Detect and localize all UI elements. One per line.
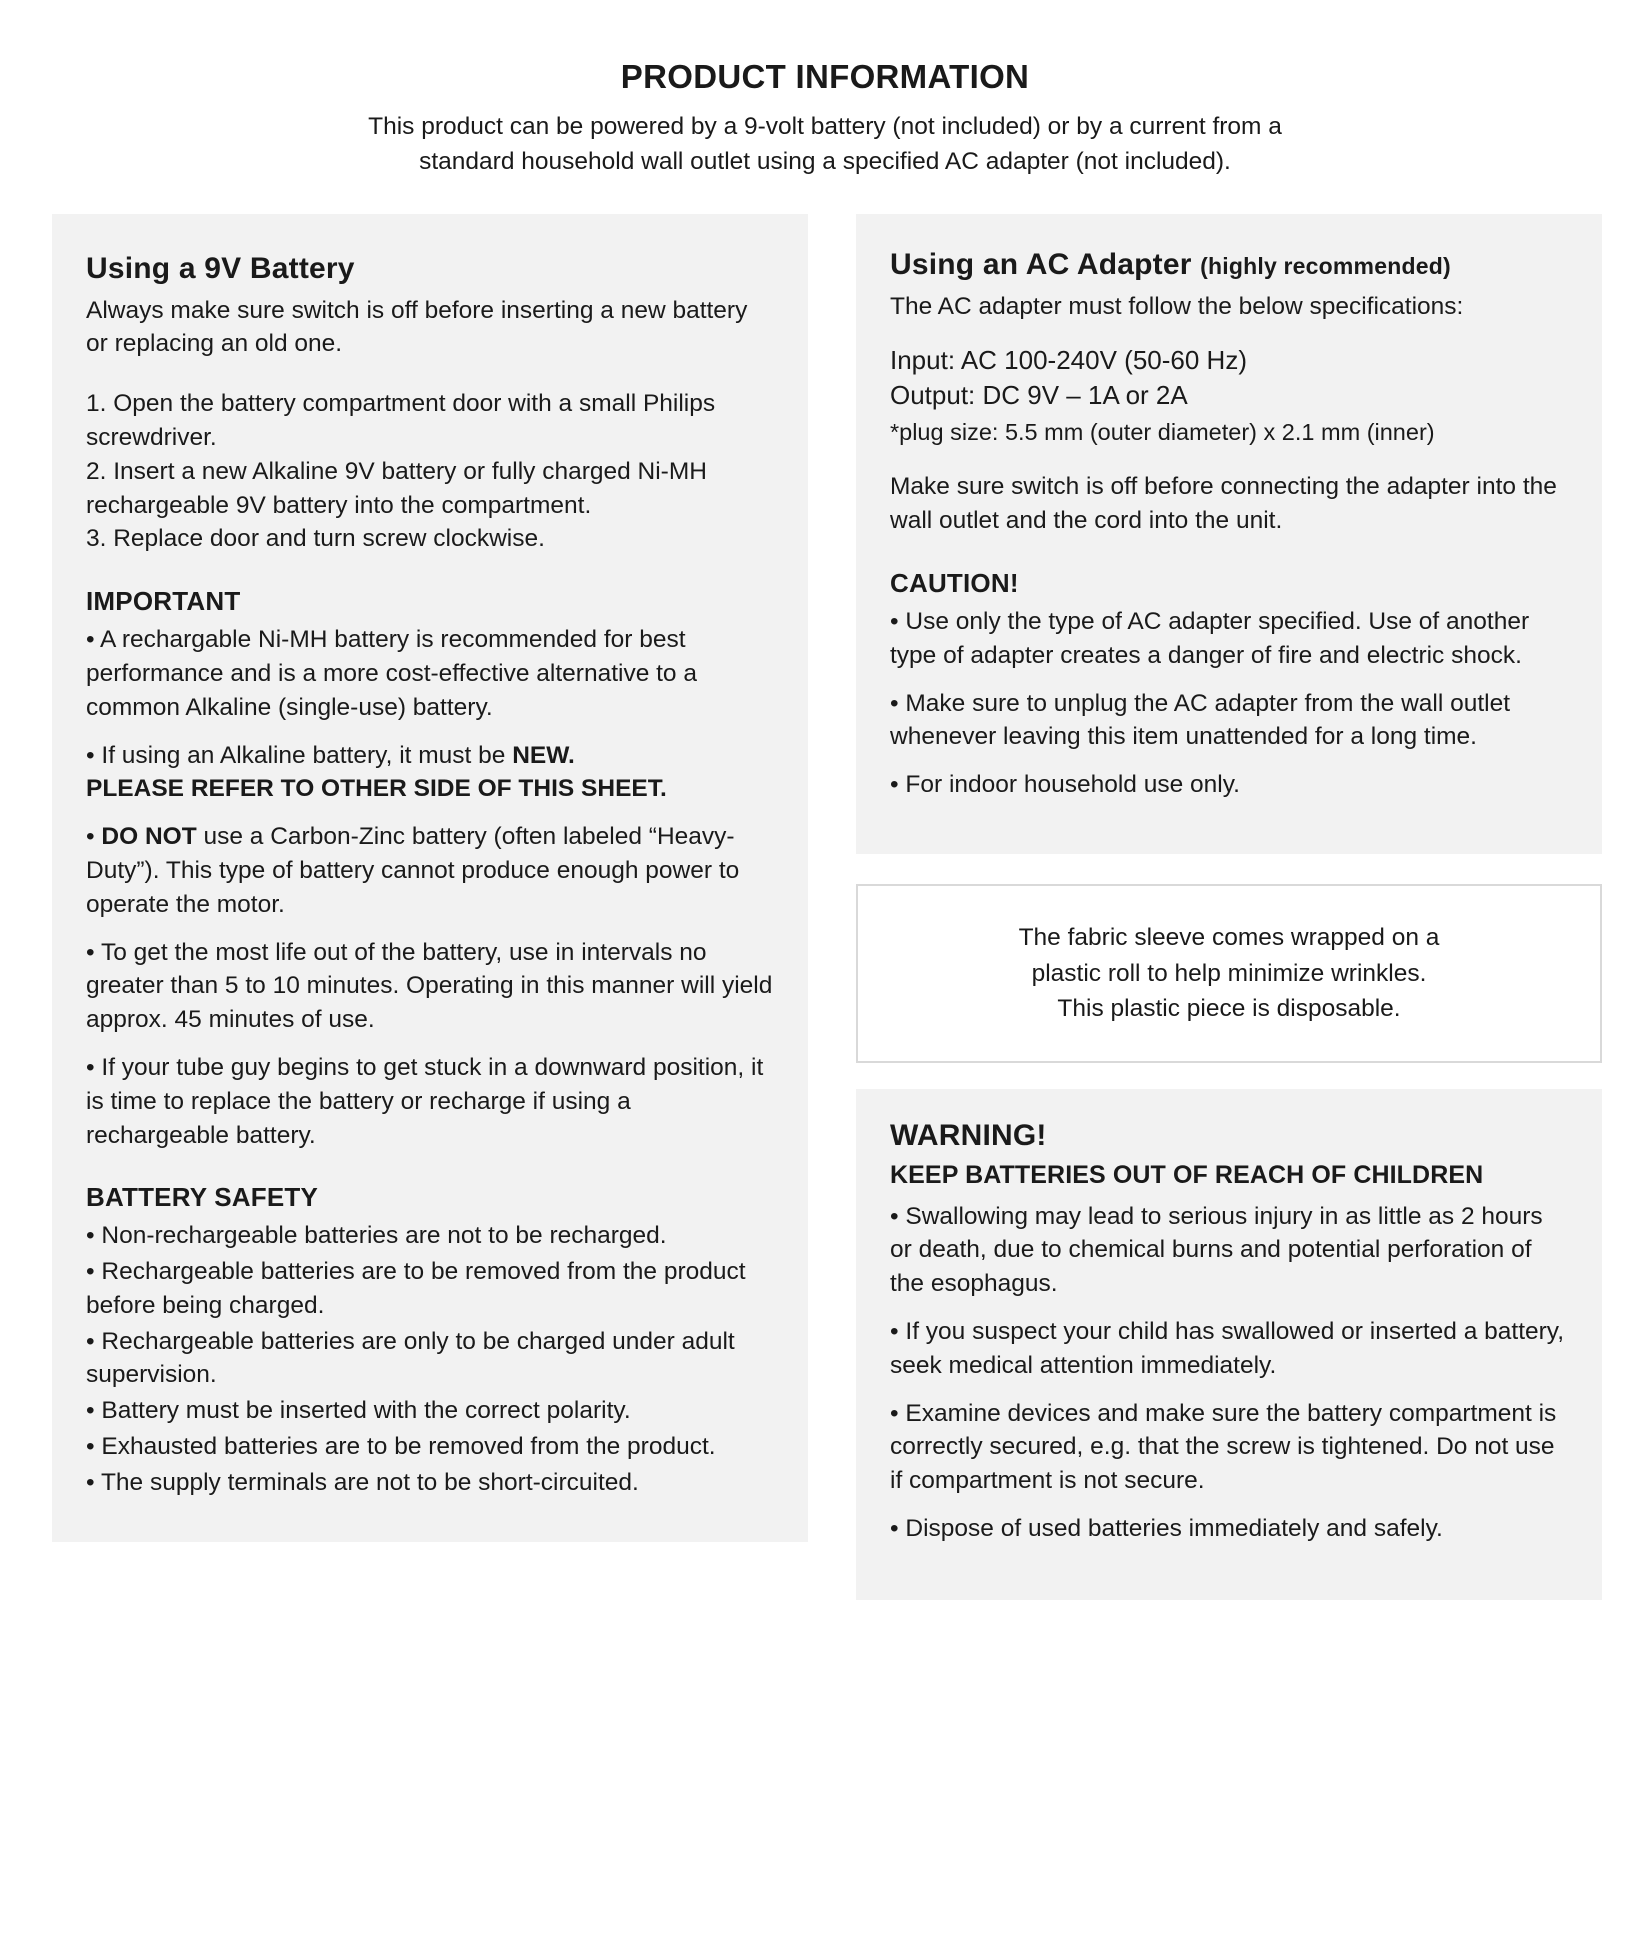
list-item: • Swallowing may lead to serious injury in as little as 2 hours or death, due to chemical burns and potential perforation of the esophagus.	[890, 1202, 1543, 1298]
ac-adapter-plug-size: *plug size: 5.5 mm (outer diameter) x 2.1 mm (inner)	[890, 418, 1435, 445]
important-heading: IMPORTANT	[86, 586, 241, 617]
page-title: PRODUCT INFORMATION	[620, 58, 1030, 95]
list-item: • If you suspect your child has swallowed or inserted a battery, seek medical attention immediately.	[890, 1317, 1565, 1379]
list-item: 3. Replace door and turn screw clockwise.	[86, 525, 545, 553]
list-item: • Exhausted batteries are to be removed from the product.	[86, 1433, 716, 1461]
list-item: • To get the most life out of the battery, use in intervals no greater than 5 to 10 minutes. Operating in this manner will yield approx. 45 minutes of use.	[86, 938, 773, 1034]
ac-adapter-heading-sub: (highly recommended)	[1200, 252, 1451, 279]
battery-safety-heading: BATTERY SAFETY	[86, 1182, 319, 1213]
list-item: 1. Open the battery compartment door with a small Philips screwdriver.	[86, 390, 716, 451]
right-column	[856, 214, 1602, 1600]
list-item: • If using an Alkaline battery, it must be NEW. PLEASE REFER TO OTHER SIDE OF THIS SHEET.	[86, 741, 667, 803]
list-item: • Examine devices and make sure the battery compartment is correctly secured, e.g. that the screw is tightened. Do not use if compartment is not secure.	[890, 1399, 1557, 1495]
fabric-sleeve-note	[856, 884, 1602, 1063]
content-columns	[52, 214, 1598, 1600]
battery-section-heading: Using a 9V Battery	[86, 251, 355, 285]
ac-adapter-note: Make sure switch is off before connecting the adapter into the wall outlet and the cord into the unit.	[890, 473, 1557, 535]
list-item: • Rechargeable batteries are only to be charged under adult supervision.	[86, 1327, 735, 1389]
ac-adapter-input-spec: Input: AC 100-240V (50-60 Hz)	[890, 345, 1247, 376]
ac-adapter-heading-main: Using an AC Adapter	[890, 247, 1192, 281]
ac-adapter-panel	[856, 214, 1602, 854]
fabric-note-line-2: plastic roll to help minimize wrinkles.	[1031, 959, 1427, 987]
battery-section-intro: Always make sure switch is off before inserting a new battery or replacing an old one.	[86, 296, 748, 358]
warning-panel	[856, 1089, 1602, 1600]
ac-adapter-intro: The AC adapter must follow the below specifications:	[890, 292, 1464, 320]
warning-subheading: KEEP BATTERIES OUT OF REACH OF CHILDREN	[890, 1160, 1484, 1189]
ac-adapter-heading	[890, 248, 1568, 282]
list-item: • Use only the type of AC adapter specified. Use of another type of adapter creates a danger of fire and electric shock.	[890, 608, 1530, 669]
list-item: • If your tube guy begins to get stuck in a downward position, it is time to replace the battery or recharge if using a rechargeable battery.	[86, 1053, 764, 1149]
caution-heading: CAUTION!	[890, 568, 1019, 599]
list-item: • DO NOT use a Carbon-Zinc battery (often labeled “Heavy-Duty”). This type of battery cannot produce enough power to operate the motor.	[86, 823, 740, 918]
warning-heading: WARNING!	[890, 1118, 1047, 1152]
battery-panel	[52, 214, 808, 1542]
document-intro-line-1: This product can be powered by a 9-volt battery (not included) or by a current from a	[368, 113, 1282, 140]
battery-steps-list	[86, 387, 774, 556]
list-item: 2. Insert a new Alkaline 9V battery or fully charged Ni-MH rechargeable 9V battery into the compartment.	[86, 457, 707, 519]
list-item: • Dispose of used batteries immediately and safely.	[890, 1514, 1443, 1542]
list-item: • Rechargeable batteries are to be removed from the product before being charged.	[86, 1258, 746, 1319]
list-item: • Battery must be inserted with the correct polarity.	[86, 1397, 631, 1425]
list-item: • Non-rechargeable batteries are not to be recharged.	[86, 1222, 667, 1250]
caution-list	[890, 605, 1568, 802]
ac-adapter-output-spec: Output: DC 9V – 1A or 2A	[890, 380, 1188, 411]
document-intro-line-2: standard household wall outlet using a specified AC adapter (not included).	[419, 147, 1231, 175]
document-intro	[265, 110, 1385, 180]
list-item: • A rechargable Ni-MH battery is recommended for best performance and is a more cost-effective alternative to a common Alkaline (single-use) battery.	[86, 626, 697, 721]
left-column	[52, 214, 808, 1542]
important-list	[86, 623, 774, 1152]
fabric-note-line-1: The fabric sleeve comes wrapped on a	[1018, 924, 1440, 952]
list-item: • The supply terminals are not to be short-circuited.	[86, 1468, 639, 1496]
battery-safety-list	[86, 1219, 774, 1499]
list-item: • For indoor household use only.	[890, 771, 1240, 799]
list-item: • Make sure to unplug the AC adapter from the wall outlet whenever leaving this item unattended for a long time.	[890, 689, 1511, 751]
warning-list	[890, 1200, 1568, 1546]
fabric-note-line-3: This plastic piece is disposable.	[1057, 995, 1401, 1023]
